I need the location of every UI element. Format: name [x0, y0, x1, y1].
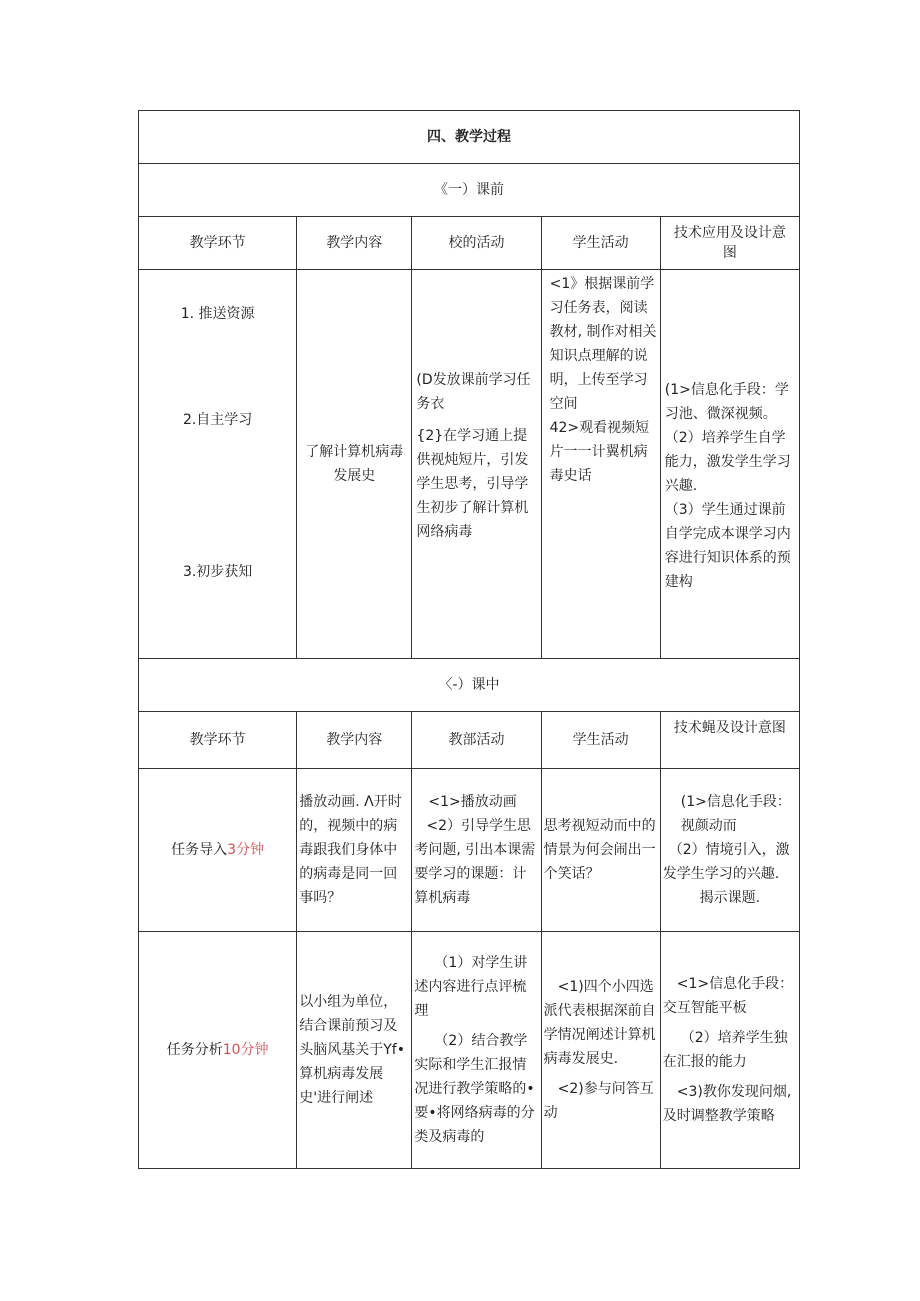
teacher-activity-1: (D发放课前学习任务衣 [416, 372, 531, 412]
header-tech: 技术应用及设计意图 [660, 217, 799, 270]
student-activity-1: <1》根据课前学习任务表，阅读教材, 制作对相关知识点理解的说明，上传至学习空间 [549, 276, 657, 412]
row-student-activity: 思考视短动而中的情景为何会闹出一个笑话？ [541, 769, 660, 932]
stage-time: 10分钟 [222, 1042, 269, 1058]
student-activity-1: <1)四个小四选派代表根据深前自学情况阐述计算机病毒发展史. [543, 979, 656, 1067]
header-stage: 教学环节 [139, 712, 297, 769]
header-student-activity: 学生活动 [541, 217, 660, 270]
teaching-process-table [138, 110, 800, 1169]
tech-3: <3)教你发现问烟, 及时调整教学策略 [662, 1084, 792, 1124]
stage-push-resources: 1. 推送资源 [180, 306, 255, 322]
tech-2: （2）培养学生自学能力，激发学生学习兴趣. [664, 430, 791, 494]
tech-1: (1>信息化手段：学习池、微深视频。 [664, 382, 789, 422]
pre-class-row [139, 270, 800, 659]
row-tech [660, 932, 799, 1169]
header-stage: 教学环节 [139, 217, 297, 270]
row-teacher-activity [412, 769, 541, 932]
row-content: 播放动画. Λ开时的，视频中的病毒跟我们身体中的病毒是同一回事吗？ [297, 769, 412, 932]
student-activity-2: <2)参与问答互动 [543, 1081, 654, 1121]
teacher-activity-1: （1）对学生讲述内容进行点评梳理 [414, 955, 528, 1019]
tech-2: （2）培养学生独在汇报的能力 [662, 1030, 788, 1070]
pre-class-student-activity [541, 270, 660, 659]
student-activity-2: 42>观看视频短片一一计翼机病毒史话 [549, 420, 650, 484]
header-student-activity: 学生活动 [541, 712, 660, 769]
section-in-class: 〈-）课中 [139, 659, 800, 712]
stage-initial-knowledge: 3.初步获知 [182, 564, 253, 580]
table-row [139, 769, 800, 932]
row-teacher-activity [412, 932, 541, 1169]
row-student-activity [541, 932, 660, 1169]
stage-name: 任务分析 [166, 1042, 223, 1058]
header-content: 教学内容 [297, 217, 412, 270]
stage-self-study: 2.自主学习 [182, 412, 253, 428]
pre-class-tech [660, 270, 799, 659]
tech-3: 揭示课题. [699, 890, 761, 906]
table-row [139, 932, 800, 1169]
tech-1: <1>信息化手段：交互智能平板 [662, 976, 794, 1016]
header-tech: 技术蝇及设计意图 [660, 712, 799, 769]
tech-1: (1>信息化手段：视颜动而 [680, 794, 791, 834]
pre-class-stages [139, 270, 297, 659]
row-content: 以小组为单位，结合课前预习及头脑风基关于Yf•算机病毒发展史'进行闸述 [297, 932, 412, 1169]
pre-class-content: 了解计算机病毒发展史 [297, 270, 412, 659]
header-row-in-class [139, 712, 800, 769]
teacher-activity-2: <2）引导学生思考问题, 引出本课需要学习的课题：计算机病毒 [414, 818, 536, 906]
tech-2: （2）情境引入，激发学生学习的兴趣. [662, 842, 790, 882]
header-row-pre-class [139, 217, 800, 270]
header-teacher-activity: 教部活动 [412, 712, 541, 769]
teacher-activity-2: （2）结合教学实际和学生汇报情况进行教学策略的•要•将网络病毒的分类及病毒的 [414, 1033, 535, 1145]
stage-task-intro [139, 769, 297, 932]
header-content: 教学内容 [297, 712, 412, 769]
table-title: 四、教学过程 [139, 111, 800, 164]
stage-name: 任务导入 [171, 842, 228, 858]
stage-task-analysis [139, 932, 297, 1169]
teacher-activity-2: {2}在学习通上提供视炖短片，引发学生思考，引导学生初步了解计算机网络病毒 [416, 428, 529, 540]
pre-class-teacher-activity [412, 270, 541, 659]
row-tech [660, 769, 799, 932]
stage-time: 3分钟 [227, 842, 265, 858]
teacher-activity-1: <1>播放动画 [428, 794, 517, 810]
header-teacher-activity: 校的活动 [412, 217, 541, 270]
tech-3: （3）学生通过课前自学完成本课学习内容进行知识体系的预建构 [664, 502, 791, 590]
section-pre-class: 《一）课前 [139, 164, 800, 217]
